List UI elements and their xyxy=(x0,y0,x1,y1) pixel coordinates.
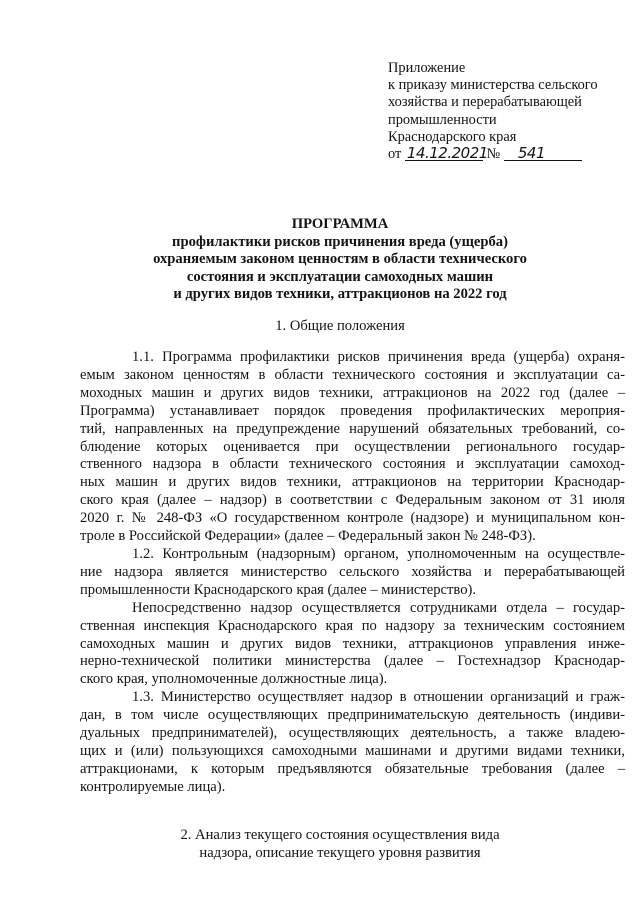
handwritten-number: 541 xyxy=(504,146,582,161)
title-main: ПРОГРАММА xyxy=(291,216,389,232)
section-heading-text: 1. Общие положения xyxy=(275,318,405,334)
appendix-line: хозяйства и перерабатывающей xyxy=(388,94,582,111)
text-line: емым законом ценностям в области технического состояния и эксплуатации са- xyxy=(80,366,625,383)
paragraph-1-3 xyxy=(80,689,625,796)
section-heading-text: надзора, описание текущего уровня развития xyxy=(199,844,481,861)
text-line: нерно-технической политики министерства (далее – Гостехнадзор Краснодар- xyxy=(80,653,625,670)
title-line: охраняемым законом ценностям в области технического xyxy=(153,251,527,268)
text-line: троле в Российской Федерации» (далее – Федеральный закон № 248-ФЗ). xyxy=(80,528,536,545)
text-line: самоходных машин и других видов техники, аттракционов управления инже- xyxy=(80,635,625,652)
appendix-line: промышленности xyxy=(388,111,497,128)
appendix-line: Краснодарского края xyxy=(388,128,517,145)
text-line: 1.1. Программа профилактики рисков причинения вреда (ущерба) охраня- xyxy=(132,349,625,365)
title-line: профилактики рисков причинения вреда (ущерба) xyxy=(172,233,508,250)
text-line: контролируемые лица). xyxy=(80,778,226,795)
text-line: дан, в том числе осуществляющих предпринимательскую деятельность (индиви- xyxy=(80,707,625,724)
text-line: дуальных предпринимателей), осуществляющих деятельность, а также владею- xyxy=(80,725,625,742)
section-1-heading xyxy=(100,318,580,336)
text-line: тий, направленных на предупреждение нарушений обязательных требований, со- xyxy=(80,420,625,437)
paragraph-1-1 xyxy=(80,349,625,546)
text-line: Программа) устанавливает порядок проведения профилактических мероприя- xyxy=(80,402,625,419)
document-title xyxy=(120,216,560,304)
paragraph-1-2 xyxy=(80,546,625,600)
section-2-heading xyxy=(100,827,580,862)
title-line: и других видов техники, аттракционов на 2022 год xyxy=(173,286,507,303)
text-line: аттракционами, к которым предъявляются обязательные требования (далее – xyxy=(80,760,625,777)
text-line: 1.3. Министерство осуществляет надзор в отношении организаций и граж- xyxy=(132,689,625,706)
appendix-block xyxy=(388,60,628,163)
appendix-line: к приказу министерства сельского xyxy=(388,77,598,94)
text-line: ственного надзора в области технического состояния и эксплуатации самоход- xyxy=(80,456,625,473)
paragraph-supervision xyxy=(80,600,625,690)
date-prefix: от xyxy=(388,146,402,163)
appendix-date-line xyxy=(388,146,628,163)
text-line: ского края (далее – надзор) в соответствии с Федеральным законом от 31 июля xyxy=(80,492,625,509)
title-line: состояния и эксплуатации самоходных машин xyxy=(186,268,494,285)
text-line: Непосредственно надзор осуществляется сотрудниками отдела – государ- xyxy=(132,599,625,616)
text-line: щих и (или) пользующихся самоходными машинами и другими видами техники, xyxy=(80,742,625,759)
handwritten-date: 14.12.2021 xyxy=(406,144,488,163)
text-line: блюдение которых оценивается при осуществлении регионального государ- xyxy=(80,438,625,455)
document-body xyxy=(80,349,625,797)
text-line: ных машин и других видов техники, аттракционов на территории Краснодар- xyxy=(80,474,625,491)
text-line: 1.2. Контрольным (надзорным) органом, уполномоченным на осуществле- xyxy=(132,545,625,562)
section-heading-text: 2. Анализ текущего состояния осуществления вида xyxy=(180,827,500,843)
number-prefix: № xyxy=(486,146,501,163)
text-line: ского края, уполномоченные должностные лица). xyxy=(80,671,388,688)
text-line: моходных машин и других видов техники, аттракционов на 2022 год (далее – xyxy=(80,384,625,401)
appendix-line: Приложение xyxy=(388,60,466,76)
text-line: ние надзора является министерство сельского хозяйства и перерабатывающей xyxy=(80,563,625,580)
text-line: ственная инспекция Краснодарского края по надзору за техническим состоянием xyxy=(80,617,625,634)
text-line: 2020 г. № 248-ФЗ «О государственном контроле (надзоре) и муниципальном кон- xyxy=(80,510,625,527)
text-line: промышленности Краснодарского края (далее – министерство). xyxy=(80,581,477,598)
